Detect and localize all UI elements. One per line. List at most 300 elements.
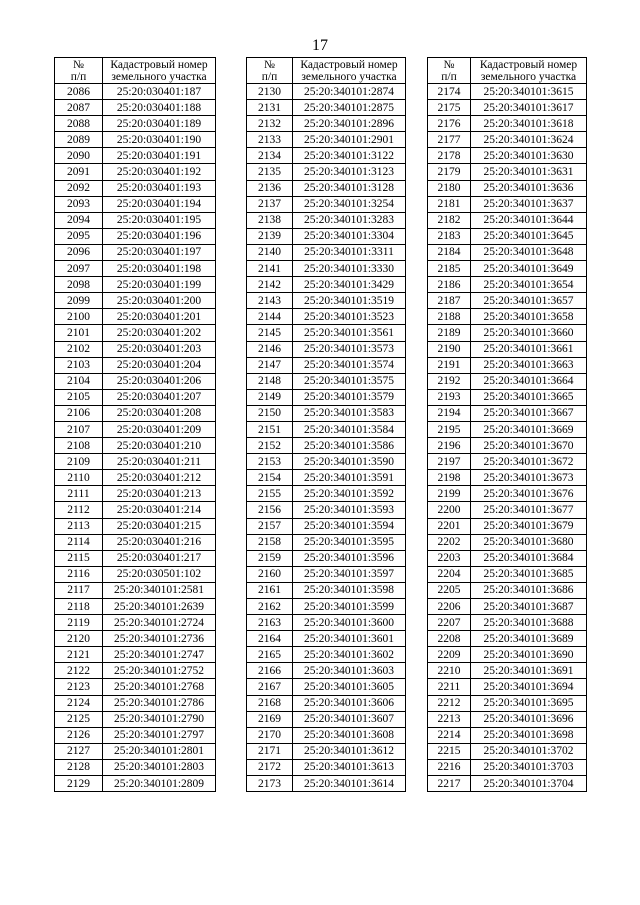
table-row [428, 132, 587, 148]
row-number-cell: 2089 [55, 132, 103, 148]
cadastral-number-cell: 25:20:340101:2752 [103, 663, 216, 679]
cadastral-number-cell: 25:20:340101:2768 [103, 679, 216, 695]
cadastral-number-cell: 25:20:340101:3618 [471, 116, 587, 132]
table-row [247, 663, 406, 679]
table-row [55, 421, 216, 437]
cadastral-number-cell: 25:20:340101:3645 [471, 228, 587, 244]
row-number-cell: 2193 [428, 389, 471, 405]
row-number-cell: 2135 [247, 164, 293, 180]
table-row [55, 711, 216, 727]
row-number-cell: 2166 [247, 663, 293, 679]
row-number-cell: 2141 [247, 261, 293, 277]
row-number-cell: 2163 [247, 615, 293, 631]
table-row [55, 566, 216, 582]
row-number-cell: 2169 [247, 711, 293, 727]
table-row [55, 164, 216, 180]
row-number-cell: 2162 [247, 599, 293, 615]
row-number-cell: 2172 [247, 759, 293, 775]
row-number-cell: 2126 [55, 727, 103, 743]
cadastral-number-cell: 25:20:340101:3575 [293, 373, 406, 389]
row-number-cell: 2101 [55, 325, 103, 341]
cadastral-number-cell: 25:20:340101:3519 [293, 293, 406, 309]
table-row [428, 679, 587, 695]
cadastral-number-cell: 25:20:340101:3676 [471, 486, 587, 502]
table-row [55, 438, 216, 454]
table-row [247, 470, 406, 486]
row-number-cell: 2152 [247, 438, 293, 454]
row-number-cell: 2091 [55, 164, 103, 180]
table-row [247, 582, 406, 598]
cadastral-number-cell: 25:20:340101:3679 [471, 518, 587, 534]
cadastral-number-cell: 25:20:340101:2896 [293, 116, 406, 132]
cadastral-number-cell: 25:20:030401:193 [103, 180, 216, 196]
cadastral-number-cell: 25:20:340101:3614 [293, 776, 406, 792]
table-row [55, 550, 216, 566]
page-number: 17 [312, 37, 328, 54]
row-number-cell: 2215 [428, 743, 471, 759]
table-row [428, 116, 587, 132]
cadastral-number-cell: 25:20:340101:3586 [293, 438, 406, 454]
table-row [247, 647, 406, 663]
row-number-cell: 2199 [428, 486, 471, 502]
table-row [428, 421, 587, 437]
row-number-cell: 2106 [55, 405, 103, 421]
table-row [247, 502, 406, 518]
row-number-cell: 2216 [428, 759, 471, 775]
cadastral-number-cell: 25:20:340101:3594 [293, 518, 406, 534]
table-row [55, 727, 216, 743]
row-number-cell: 2154 [247, 470, 293, 486]
cadastral-number-cell: 25:20:340101:3592 [293, 486, 406, 502]
table-row [247, 566, 406, 582]
table-row [247, 341, 406, 357]
header-number-line2: п/п [441, 70, 457, 83]
cadastral-number-cell: 25:20:340101:3128 [293, 180, 406, 196]
header-cadastral-line1: Кадастровый номер [300, 58, 398, 71]
table-row [55, 116, 216, 132]
cadastral-number-cell: 25:20:340101:3667 [471, 405, 587, 421]
cadastral-number-cell: 25:20:340101:3583 [293, 405, 406, 421]
cadastral-number-cell: 25:20:030401:207 [103, 389, 216, 405]
row-number-cell: 2197 [428, 454, 471, 470]
row-number-cell: 2114 [55, 534, 103, 550]
header-number-line1: № [73, 58, 84, 71]
row-number-cell: 2095 [55, 228, 103, 244]
row-number-cell: 2214 [428, 727, 471, 743]
table-row [55, 228, 216, 244]
table-row [55, 470, 216, 486]
table-row [55, 341, 216, 357]
cadastral-table-3 [427, 57, 587, 792]
row-number-cell: 2156 [247, 502, 293, 518]
cadastral-number-cell: 25:20:030401:199 [103, 277, 216, 293]
header-number [55, 58, 103, 84]
cadastral-number-cell: 25:20:030501:102 [103, 566, 216, 582]
header-number [428, 58, 471, 84]
cadastral-number-cell: 25:20:340101:3573 [293, 341, 406, 357]
table-row [247, 695, 406, 711]
table-row [428, 389, 587, 405]
row-number-cell: 2143 [247, 293, 293, 309]
table-row [247, 711, 406, 727]
cadastral-number-cell: 25:20:340101:3584 [293, 421, 406, 437]
row-number-cell: 2118 [55, 599, 103, 615]
header-cadastral-line2: земельного участка [480, 70, 577, 83]
table-row [428, 550, 587, 566]
cadastral-number-cell: 25:20:340101:3684 [471, 550, 587, 566]
row-number-cell: 2198 [428, 470, 471, 486]
header-cadastral [471, 58, 587, 84]
table-row [428, 502, 587, 518]
cadastral-number-cell: 25:20:340101:3636 [471, 180, 587, 196]
row-number-cell: 2127 [55, 743, 103, 759]
table-row [55, 454, 216, 470]
table-row [55, 100, 216, 116]
row-number-cell: 2182 [428, 212, 471, 228]
table-row [428, 373, 587, 389]
row-number-cell: 2088 [55, 116, 103, 132]
table-row [428, 663, 587, 679]
row-number-cell: 2180 [428, 180, 471, 196]
row-number-cell: 2123 [55, 679, 103, 695]
table-row [247, 164, 406, 180]
row-number-cell: 2153 [247, 454, 293, 470]
table-row [247, 100, 406, 116]
row-number-cell: 2210 [428, 663, 471, 679]
row-number-cell: 2168 [247, 695, 293, 711]
row-number-cell: 2183 [428, 228, 471, 244]
cadastral-number-cell: 25:20:030401:201 [103, 309, 216, 325]
row-number-cell: 2138 [247, 212, 293, 228]
row-number-cell: 2200 [428, 502, 471, 518]
row-number-cell: 2113 [55, 518, 103, 534]
cadastral-number-cell: 25:20:340101:2809 [103, 776, 216, 792]
table-row [247, 132, 406, 148]
table-row [247, 550, 406, 566]
table-row [55, 679, 216, 695]
row-number-cell: 2195 [428, 421, 471, 437]
row-number-cell: 2170 [247, 727, 293, 743]
row-number-cell: 2132 [247, 116, 293, 132]
row-number-cell: 2211 [428, 679, 471, 695]
row-number-cell: 2179 [428, 164, 471, 180]
header-cadastral-line1: Кадастровый номер [479, 58, 578, 71]
cadastral-number-cell: 25:20:340101:2724 [103, 615, 216, 631]
cadastral-number-cell: 25:20:030401:200 [103, 293, 216, 309]
table-row [247, 615, 406, 631]
table-row [428, 776, 587, 792]
cadastral-number-cell: 25:20:340101:3649 [471, 261, 587, 277]
row-number-cell: 2159 [247, 550, 293, 566]
header-cadastral-line1: Кадастровый номер [110, 58, 208, 71]
cadastral-number-cell: 25:20:030401:214 [103, 502, 216, 518]
table-row [247, 389, 406, 405]
row-number-cell: 2171 [247, 743, 293, 759]
row-number-cell: 2115 [55, 550, 103, 566]
cadastral-number-cell: 25:20:340101:3579 [293, 389, 406, 405]
header-number-line1: № [264, 58, 275, 71]
row-number-cell: 2096 [55, 244, 103, 260]
row-number-cell: 2148 [247, 373, 293, 389]
row-number-cell: 2116 [55, 566, 103, 582]
row-number-cell: 2217 [428, 776, 471, 792]
cadastral-number-cell: 25:20:340101:3704 [471, 776, 587, 792]
cadastral-number-cell: 25:20:340101:3695 [471, 695, 587, 711]
row-number-cell: 2112 [55, 502, 103, 518]
cadastral-number-cell: 25:20:340101:3612 [293, 743, 406, 759]
table-row [428, 743, 587, 759]
table-row [247, 776, 406, 792]
cadastral-number-cell: 25:20:340101:3603 [293, 663, 406, 679]
row-number-cell: 2192 [428, 373, 471, 389]
header-cadastral-line2: земельного участка [301, 70, 397, 83]
row-number-cell: 2124 [55, 695, 103, 711]
row-number-cell: 2130 [247, 84, 293, 100]
table-row [247, 357, 406, 373]
cadastral-number-cell: 25:20:340101:3657 [471, 293, 587, 309]
row-number-cell: 2125 [55, 711, 103, 727]
table-row [428, 566, 587, 582]
row-number-cell: 2142 [247, 277, 293, 293]
table-row [428, 759, 587, 775]
table-row [55, 309, 216, 325]
table-row [55, 84, 216, 100]
table-row [247, 228, 406, 244]
cadastral-number-cell: 25:20:340101:3631 [471, 164, 587, 180]
cadastral-number-cell: 25:20:340101:3665 [471, 389, 587, 405]
cadastral-number-cell: 25:20:340101:3601 [293, 631, 406, 647]
table-row [428, 470, 587, 486]
row-number-cell: 2100 [55, 309, 103, 325]
table-row [428, 454, 587, 470]
cadastral-number-cell: 25:20:030401:206 [103, 373, 216, 389]
row-number-cell: 2134 [247, 148, 293, 164]
table-row [55, 293, 216, 309]
table-row [247, 727, 406, 743]
table-row [428, 615, 587, 631]
row-number-cell: 2202 [428, 534, 471, 550]
cadastral-number-cell: 25:20:030401:217 [103, 550, 216, 566]
cadastral-number-cell: 25:20:340101:3574 [293, 357, 406, 373]
table-row [247, 277, 406, 293]
row-number-cell: 2177 [428, 132, 471, 148]
table-row [55, 695, 216, 711]
row-number-cell: 2184 [428, 244, 471, 260]
table-row [55, 582, 216, 598]
table-row [428, 228, 587, 244]
row-number-cell: 2190 [428, 341, 471, 357]
row-number-cell: 2189 [428, 325, 471, 341]
row-number-cell: 2119 [55, 615, 103, 631]
row-number-cell: 2122 [55, 663, 103, 679]
cadastral-number-cell: 25:20:340101:3607 [293, 711, 406, 727]
cadastral-number-cell: 25:20:340101:2797 [103, 727, 216, 743]
table-row [428, 261, 587, 277]
table-row [428, 325, 587, 341]
row-number-cell: 2147 [247, 357, 293, 373]
table-row [247, 84, 406, 100]
table-row [428, 727, 587, 743]
cadastral-number-cell: 25:20:340101:2803 [103, 759, 216, 775]
cadastral-number-cell: 25:20:340101:2736 [103, 631, 216, 647]
cadastral-number-cell: 25:20:030401:198 [103, 261, 216, 277]
table-row [247, 743, 406, 759]
cadastral-number-cell: 25:20:030401:204 [103, 357, 216, 373]
row-number-cell: 2102 [55, 341, 103, 357]
cadastral-number-cell: 25:20:340101:2875 [293, 100, 406, 116]
cadastral-number-cell: 25:20:340101:3688 [471, 615, 587, 631]
table-row [55, 389, 216, 405]
row-number-cell: 2094 [55, 212, 103, 228]
row-number-cell: 2149 [247, 389, 293, 405]
table-row [247, 309, 406, 325]
table-row [55, 518, 216, 534]
cadastral-number-cell: 25:20:340101:3123 [293, 164, 406, 180]
table-row [247, 180, 406, 196]
cadastral-number-cell: 25:20:340101:3608 [293, 727, 406, 743]
row-number-cell: 2206 [428, 599, 471, 615]
table-row [55, 534, 216, 550]
table-row [428, 582, 587, 598]
row-number-cell: 2178 [428, 148, 471, 164]
cadastral-number-cell: 25:20:340101:3664 [471, 373, 587, 389]
cadastral-number-cell: 25:20:340101:3254 [293, 196, 406, 212]
row-number-cell: 2140 [247, 244, 293, 260]
row-number-cell: 2093 [55, 196, 103, 212]
row-number-cell: 2120 [55, 631, 103, 647]
table-row [247, 116, 406, 132]
table-row [428, 212, 587, 228]
row-number-cell: 2213 [428, 711, 471, 727]
table-row [247, 244, 406, 260]
table-row [428, 196, 587, 212]
table-row [247, 373, 406, 389]
cadastral-number-cell: 25:20:340101:3644 [471, 212, 587, 228]
cadastral-table-2 [246, 57, 406, 792]
cadastral-number-cell: 25:20:340101:3596 [293, 550, 406, 566]
row-number-cell: 2144 [247, 309, 293, 325]
row-number-cell: 2129 [55, 776, 103, 792]
table-row [55, 196, 216, 212]
cadastral-number-cell: 25:20:030401:190 [103, 132, 216, 148]
table-row [247, 631, 406, 647]
cadastral-number-cell: 25:20:340101:3597 [293, 566, 406, 582]
table-row [247, 212, 406, 228]
cadastral-number-cell: 25:20:340101:3617 [471, 100, 587, 116]
row-number-cell: 2174 [428, 84, 471, 100]
row-number-cell: 2128 [55, 759, 103, 775]
row-number-cell: 2203 [428, 550, 471, 566]
table-row [247, 438, 406, 454]
row-number-cell: 2087 [55, 100, 103, 116]
cadastral-number-cell: 25:20:340101:3689 [471, 631, 587, 647]
cadastral-number-cell: 25:20:030401:191 [103, 148, 216, 164]
cadastral-number-cell: 25:20:030401:192 [103, 164, 216, 180]
table-row [55, 599, 216, 615]
cadastral-number-cell: 25:20:340101:3672 [471, 454, 587, 470]
row-number-cell: 2173 [247, 776, 293, 792]
table-row [55, 663, 216, 679]
cadastral-number-cell: 25:20:030401:187 [103, 84, 216, 100]
row-number-cell: 2164 [247, 631, 293, 647]
row-number-cell: 2185 [428, 261, 471, 277]
cadastral-number-cell: 25:20:030401:213 [103, 486, 216, 502]
row-number-cell: 2092 [55, 180, 103, 196]
row-number-cell: 2108 [55, 438, 103, 454]
table-row [55, 502, 216, 518]
table-row [428, 486, 587, 502]
row-number-cell: 2098 [55, 277, 103, 293]
cadastral-number-cell: 25:20:340101:3691 [471, 663, 587, 679]
row-number-cell: 2157 [247, 518, 293, 534]
table-row [247, 759, 406, 775]
table-row [247, 534, 406, 550]
cadastral-number-cell: 25:20:340101:2801 [103, 743, 216, 759]
row-number-cell: 2150 [247, 405, 293, 421]
table-row [428, 599, 587, 615]
cadastral-number-cell: 25:20:340101:3694 [471, 679, 587, 695]
cadastral-number-cell: 25:20:340101:3590 [293, 454, 406, 470]
header-cadastral [103, 58, 216, 84]
cadastral-number-cell: 25:20:340101:3429 [293, 277, 406, 293]
cadastral-number-cell: 25:20:340101:3686 [471, 582, 587, 598]
cadastral-number-cell: 25:20:030401:197 [103, 244, 216, 260]
cadastral-number-cell: 25:20:030401:212 [103, 470, 216, 486]
cadastral-number-cell: 25:20:030401:189 [103, 116, 216, 132]
row-number-cell: 2109 [55, 454, 103, 470]
row-number-cell: 2137 [247, 196, 293, 212]
table-row [428, 244, 587, 260]
cadastral-number-cell: 25:20:340101:3637 [471, 196, 587, 212]
cadastral-number-cell: 25:20:030401:208 [103, 405, 216, 421]
cadastral-number-cell: 25:20:340101:2581 [103, 582, 216, 598]
cadastral-number-cell: 25:20:340101:3591 [293, 470, 406, 486]
row-number-cell: 2099 [55, 293, 103, 309]
cadastral-number-cell: 25:20:340101:3670 [471, 438, 587, 454]
cadastral-number-cell: 25:20:340101:3703 [471, 759, 587, 775]
table-row [428, 293, 587, 309]
row-number-cell: 2205 [428, 582, 471, 598]
row-number-cell: 2161 [247, 582, 293, 598]
table-row [428, 438, 587, 454]
table-row [55, 486, 216, 502]
table-row [55, 647, 216, 663]
header-number [247, 58, 293, 84]
cadastral-number-cell: 25:20:340101:3593 [293, 502, 406, 518]
row-number-cell: 2187 [428, 293, 471, 309]
row-number-cell: 2131 [247, 100, 293, 116]
row-number-cell: 2181 [428, 196, 471, 212]
cadastral-number-cell: 25:20:030401:209 [103, 421, 216, 437]
cadastral-number-cell: 25:20:340101:3330 [293, 261, 406, 277]
table-row [55, 615, 216, 631]
table-row [247, 148, 406, 164]
row-number-cell: 2175 [428, 100, 471, 116]
row-number-cell: 2103 [55, 357, 103, 373]
row-number-cell: 2110 [55, 470, 103, 486]
row-number-cell: 2212 [428, 695, 471, 711]
cadastral-number-cell: 25:20:340101:2874 [293, 84, 406, 100]
header-cadastral-line2: земельного участка [111, 70, 207, 83]
table-row [247, 679, 406, 695]
row-number-cell: 2186 [428, 277, 471, 293]
cadastral-number-cell: 25:20:030401:216 [103, 534, 216, 550]
table-row [55, 261, 216, 277]
row-number-cell: 2204 [428, 566, 471, 582]
row-number-cell: 2146 [247, 341, 293, 357]
row-number-cell: 2136 [247, 180, 293, 196]
table-row [428, 148, 587, 164]
